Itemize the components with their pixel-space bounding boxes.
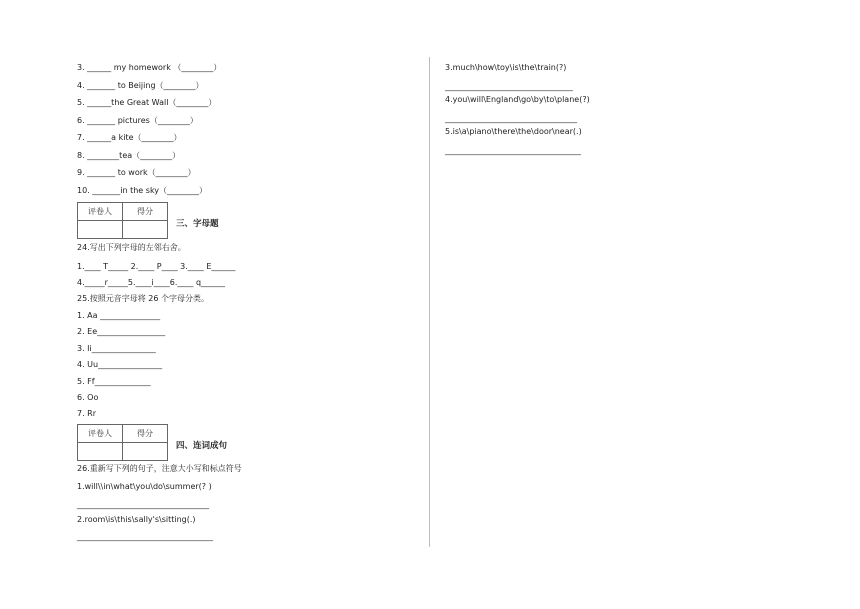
phrase-7: 7. ______a kite（________） xyxy=(77,133,182,142)
question-26-title: 26.重新写下列的句子，注意大小写和标点符号 xyxy=(77,464,242,473)
question-24-line-2: 4._____r_____5.____i____6.____ q______ xyxy=(77,278,226,287)
score-header: 得分 xyxy=(123,203,168,221)
question-25-line-3: 3. Ii________________ xyxy=(77,344,156,353)
answer-line[interactable]: _________________________________ xyxy=(445,114,577,123)
answer-line[interactable]: __________________________________ xyxy=(77,532,213,541)
right-item-3: 3.much\how\toy\is\the\train(?) xyxy=(445,63,567,72)
phrase-9: 9. _______ to work（________） xyxy=(77,168,196,177)
question-26-item-2: 2.room\is\this\sally's\sitting(.) xyxy=(77,515,196,524)
grader-header: 评卷人 xyxy=(78,203,123,221)
right-item-5: 5.is\a\piano\there\the\door\near(.) xyxy=(445,127,582,136)
score-cell[interactable] xyxy=(123,221,168,239)
question-25-line-4: 4. Uu________________ xyxy=(77,360,163,369)
score-table-2 xyxy=(77,424,168,461)
grader-cell[interactable] xyxy=(78,443,123,461)
question-24-title: 24.写出下列字母的左邻右舍。 xyxy=(77,243,186,252)
question-25-line-2: 2. Ee_________________ xyxy=(77,327,166,336)
answer-line[interactable]: __________________________________ xyxy=(445,146,581,155)
phrase-10: 10. _______in the sky（________） xyxy=(77,186,208,195)
question-25-line-1: 1. Aa _______________ xyxy=(77,311,161,320)
score-table-1 xyxy=(77,202,168,239)
answer-line[interactable]: ________________________________ xyxy=(445,82,573,91)
phrase-5: 5. ______the Great Wall（________） xyxy=(77,98,217,107)
answer-line[interactable]: _________________________________ xyxy=(77,500,209,509)
section-3-title: 三、字母题 xyxy=(176,219,219,229)
phrase-3: 3. ______ my homework （________） xyxy=(77,63,222,72)
question-26-item-1: 1.will\\in\what\you\do\summer(? ) xyxy=(77,482,212,491)
phrase-6: 6. _______ pictures（________） xyxy=(77,116,198,125)
right-item-4: 4.you\will\England\go\by\to\plane(?) xyxy=(445,95,590,104)
question-25-title: 25.按照元音字母将 26 个字母分类。 xyxy=(77,294,209,303)
question-25-line-5: 5. Ff______________ xyxy=(77,377,151,386)
column-divider xyxy=(429,57,430,547)
score-header: 得分 xyxy=(123,425,168,443)
question-24-line-1: 1.____ T_____ 2.____ P____ 3.____ E______ xyxy=(77,262,236,271)
score-cell[interactable] xyxy=(123,443,168,461)
grader-cell[interactable] xyxy=(78,221,123,239)
question-25-line-7: 7. Rr xyxy=(77,409,97,418)
question-25-line-6: 6. Oo xyxy=(77,393,99,402)
phrase-4: 4. _______ to Beijing（________） xyxy=(77,81,204,90)
section-4-title: 四、连词成句 xyxy=(176,441,228,451)
grader-header: 评卷人 xyxy=(78,425,123,443)
phrase-8: 8. ________tea（________） xyxy=(77,151,181,160)
